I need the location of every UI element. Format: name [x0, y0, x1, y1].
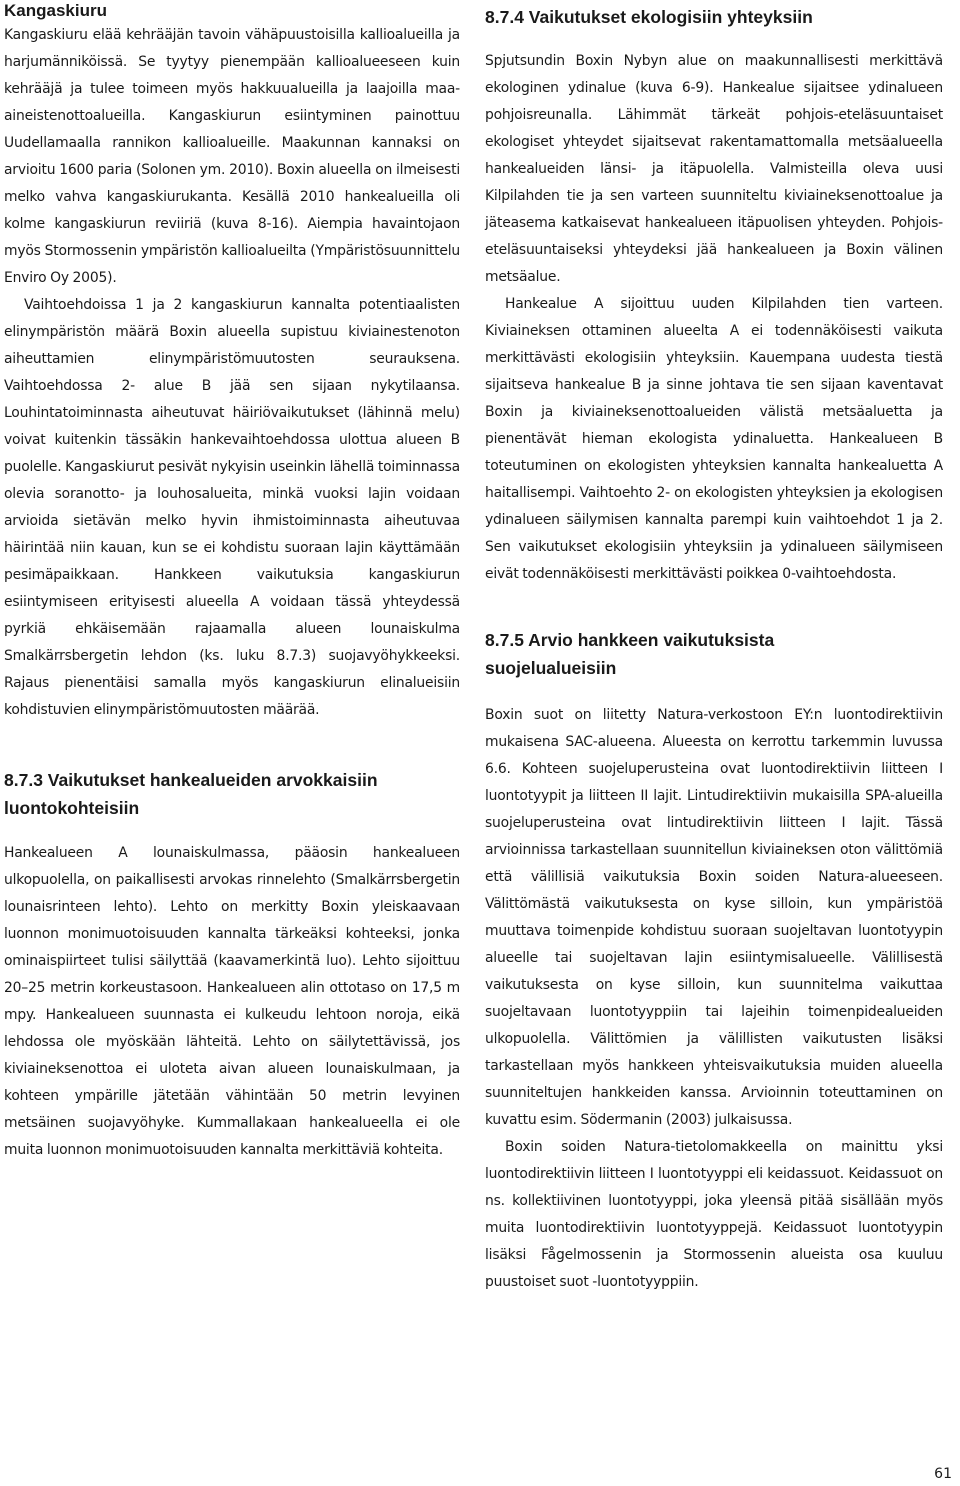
section-heading-8-7-3: 8.7.3 Vaikutukset hankealueiden arvokkaisiin luontokohteisiin — [4, 770, 378, 818]
paragraph: Spjutsundin Boxin Nybyn alue on maakunnallisesti merkittävä ekologinen ydinalue (kuva 6-9). Hankealue sijaitsee ydinalueen pohjoisreunalla. Lähimmät tärkeät pohjois-eteläsuuntaiset ekologiset yhteydet sijaitsevat rakentamattomalla metsäalueella hankealueiden länsi- ja itäpuolella. Valmisteilla oleva uusi Kilpilahden tie ja sen varteen suunniteltu kiviaineksenottoalue ja jäteasema katkaisevat hankealueen itäpuolisen yhteyden. Pohjois-eteläsuuntaiseksi yhteydeksi jää hankealueen ja Boxin välinen metsäalue. — [485, 53, 943, 285]
species-heading: Kangaskiuru — [4, 1, 107, 20]
paragraph: Hankealue A sijoittuu uuden Kilpilahden tien varteen. Kiviaineksen ottaminen alueelta A ei todennäköisesti vaikuta merkittävästi ekologisiin yhteyksiin. Kauempana uudesta tiestä sijaitseva hankealue B ja sinne johtava tie sen sijaan kaventavat Boxin ja kiviaineksenottoalueiden välistä metsäaluetta ja pienentävät hieman ekologista ydinaluetta. Hankealueen B toteutuminen on ekologisten yhteyksien kannalta hankealuetta A haitallisempi. Vaihtoehto 2- on ekologisten yhteyksien ja ekologisen ydinalueen säilymisen kannalta parempi kuin vaihtoehdot 1 ja 2. Sen vaikutukset ekologisiin yhteyksiin ja ydinalueen säilymiseen eivät todennäköisesti merkittävästi poikkea 0-vaihtoehdosta. — [485, 296, 943, 582]
page-number: 61 — [934, 1466, 952, 1482]
section-heading-8-7-4: 8.7.4 Vaikutukset ekologisiin yhteyksiin — [485, 7, 813, 27]
paragraph: Boxin suot on liitetty Natura-verkostoon EY:n luontodirektiivin mukaisena SAC-alueena. Alueesta on kerrottu tarkemmin luvussa 6.6. Kohteen suojeluperusteina ovat luontodirektiivin liitteen I luontotyypit ja liitteen II lajit. Lintudirektiivin mukaisilla SPA-alueilla suojeluperusteina ovat lintudirektiivin liitteen I lajit. Tässä arvioinnissa tarkastellaan suunnitellun kiviaineksen oton välittömiä että välillisiä vaikutuksia Boxin soiden Natura-alueeseen. Välittömästä vaikutuksesta on kyse silloin, kun ympäristöä muuttava toimenpide kohdistuu suoraan suojeltavan luontotyypin alueelle tai suojeltavan lajin esiintymisalueelle. Välillisestä vaikutuksesta on kyse silloin, kun suunnitelma vaikuttaa suojeltavaan luontotyyppiin tai lajeihin toimenpidealueiden ulkopuolella. Välittömien ja välillisten vaikutusten lisäksi tarkastellaan myös hankkeen yhteisvaikutuksia muiden alueella suunniteltujen hankkeiden kanssa. Arvioinnin toteuttaminen on kuvattu esim. Södermanin (2003) julkaisussa. — [485, 707, 943, 1128]
right-column — [485, 0, 943, 1296]
paragraph: Hankealueen A lounaiskulmassa, pääosin hankealueen ulkopuolella, on paikallisesti arvokas rinnelehto (Smalkärrsbergetin lounaisrinteen lehto). Lehto on merkitty Boxin yleiskaavaan luonnon monimuotoisuuden kannalta tärkeäksi kohteeksi, jonka ominaispiirteet tulisi säilyttää (kaavamerkintä luo). Lehto sijoittuu 20–25 metrin korkeustasoon. Hankealueen alin ottotaso on 17,5 m mpy. Hankealueen suunnasta ei kulkeudu lehtoon noroja, eikä lehdossa ole myöskään lähteitä. Lehto on säilytettävissä, jos kiviaineksenottoa ei uloteta aivan alueen lounaiskulmaan, ja kohteen ympärille jätetään vähintään 50 metrin levyinen metsäinen suojavyöhyke. Kummallakaan hankealueella ei ole muita luonnon monimuotoisuuden kannalta merkittäviä kohteita. — [4, 845, 460, 1158]
paragraph: Vaihtoehdoissa 1 ja 2 kangaskiurun kannalta potentiaalisten elinympäristön määrä Boxin alueella supistuu kiviainestenoton aiheuttamien elinympäristömuutosten seurauksena. Vaihtoehdossa 2- alue B jää sen sijaan nykytilaansa. Louhintatoiminnasta aiheutuvat häiriövaikutukset (lähinnä melu) voivat kuitenkin tässäkin hankevaihtoehdossa ulottua alueen B puolelle. Kangaskiurut pesivät nykyisin useinkin lähellä toiminnassa olevia soranotto- ja louhosalueita, minkä vuoksi lajin voidaan arvioida sietävän melko hyvin ihmistoiminnasta aiheutuvaa häirintää niin kauan, kun se ei kohdistu suoraan lajin käyttämään pesimäpaikkaan. Hankkeen vaikutuksia kangaskiurun esiintymiseen erityisesti alueella A voidaan tässä yhteydessä pyrkiä ehkäisemään rajaamalla alueen lounaiskulma Smalkärrsbergetin lehdon (ks. luku 8.7.3) suojavyöhykkeeksi. Rajaus pienentäisi samalla myös kangaskiurun elinalueisiin kohdistuvien elinympäristömuutosten määrää. — [4, 297, 460, 718]
paragraph: Boxin soiden Natura-tietolomakkeella on mainittu yksi luontodirektiivin liitteen I luontotyyppi eli keidassuot. Keidassuot on ns. kollektiivinen luontotyyppi, joka yleensä pitää sisällään myös muita luontodirektiivin luontotyyppejä. Keidassuot luontotyypin lisäksi Fågelmossenin ja Stormossenin alueista osa kuuluu puustoiset suot -luontotyyppiin. — [485, 1139, 943, 1290]
paragraph: Kangaskiuru elää kehrääjän tavoin vähäpuustoisilla kallioalueilla ja harjumänniköissä. Se tyytyy pienempään kallioalueeseen kuin kehrääjä ja tulee toimeen myös hakkuualueilla ja laajoilla maa-aineistenottoalueilla. Kangaskiurun esiintyminen painottuu Uudellamaalla rannikon kallioalueille. Maakunnan kannaksi on arvioitu 1600 paria (Solonen ym. 2010). Boxin alueella on ilmeisesti melko vahva kangaskiurukanta. Kesällä 2010 hankealueilla oli kolme kangaskiurun reviiriä (kuva 8-16). Aiempia havaintojaon myös Stormossenin ympäristön kallioalueilta (Ympäristösuunnittelu Enviro Oy 2005). — [4, 27, 460, 286]
section-heading-8-7-5: 8.7.5 Arvio hankkeen vaikutuksista suojelualueisiin — [485, 630, 775, 678]
left-column — [4, 0, 460, 1164]
